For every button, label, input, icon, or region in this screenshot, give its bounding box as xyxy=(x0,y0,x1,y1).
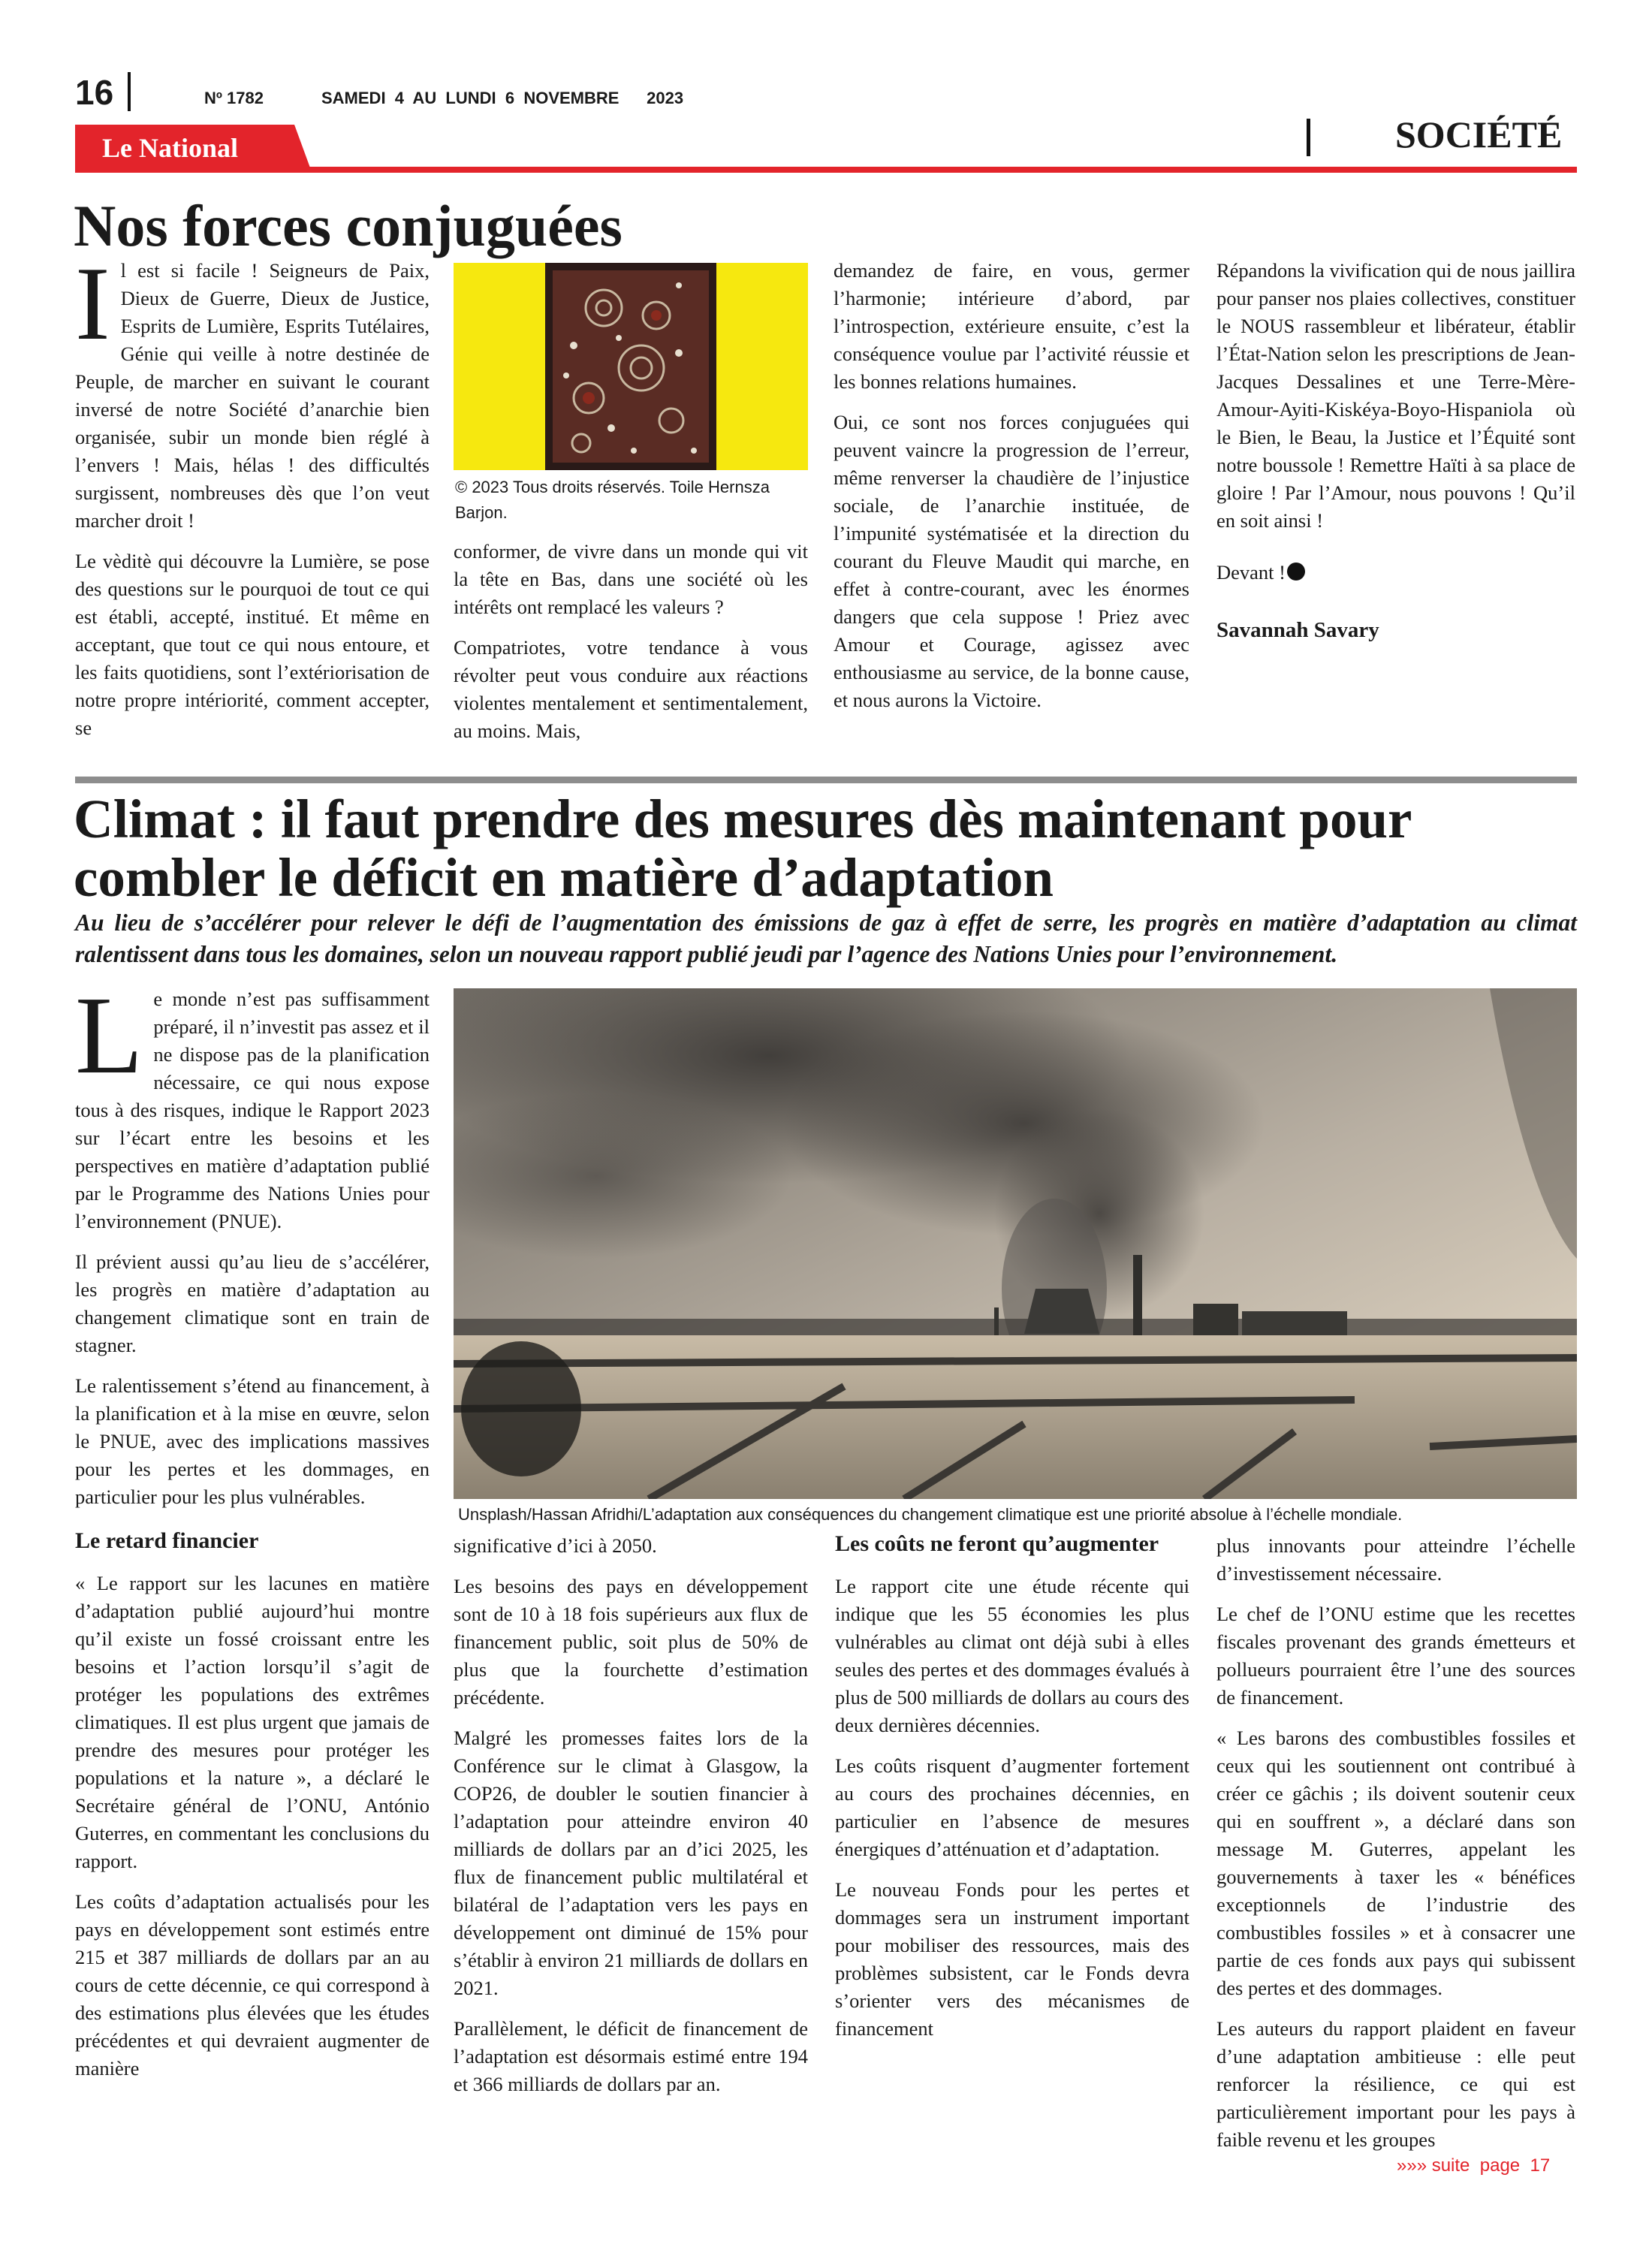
article2-col4 xyxy=(1216,1532,1575,2167)
paragraph: conformer, de vivre dans un monde qui vit la tête en Bas, dans une société où les intérêts ont remplacé les valeurs ? xyxy=(454,540,808,618)
paragraph: significative d’ici à 2050. xyxy=(454,1534,657,1557)
paragraph: Parallèlement, le déficit de financement de l’adaptation est désormais estimé entre 194 et 366 milliards de dollars par an. xyxy=(454,2017,808,2095)
header-red-rule xyxy=(75,167,1577,173)
paragraph: « Le rapport sur les lacunes en matière d’adaptation publié aujourd’hui montre qu’il existe un fossé croissant entre les besoins et l’action lorsqu’il s’agit de protéger les populations des extrêmes climatiques. Il est plus urgent que jamais de prendre des mesures pour protéger les populations et la nature », a déclaré le Secrétaire général de l’ONU, António Guterres, en commentant les conclusions du rapport. xyxy=(75,1572,430,1872)
article1-col3 xyxy=(834,257,1189,727)
paragraph: Oui, ce sont nos forces conjuguées qui peuvent vaincre la progression de l’erreur, même renverser la chaudière de l’injustice sociale, de l’anarchie instituée, de l’impunité systématisée et la direction du courant du Fleuve Maudit qui marche, en effet à contre-courant, avec les énormes dangers que cela suppose ! Priez avec Amour et Courage, agissez avec enthousiasme au service, de la bonne cause, et nous aurons la Victoire. xyxy=(834,411,1189,711)
issue-number: Nº 1782 xyxy=(204,89,264,107)
subhead-retard-financier: Le retard financier xyxy=(75,1528,259,1553)
article1-col2 xyxy=(454,538,808,758)
paragraph: Il prévient aussi qu’au lieu de s’accélérer, les progrès en matière d’adaptation au changement climatique sont en train de stagner. xyxy=(75,1250,430,1356)
paragraph: e monde n’est pas suffisamment préparé, il n’investit pas assez et il ne dispose pas de la planification nécessaire, ce qui nous expose tous à des risques, indique le Rapport 2023 sur l’écart entre les besoins et les perspectives en matière d’adaptation publié par le Programme des Nations Unies pour l’environnement (PNUE). xyxy=(75,988,430,1232)
paragraph: Malgré les promesses faites lors de la Conférence sur le climat à Glasgow, la COP26, de doubler le soutien financier à l’adaptation pour atteindre environ 40 milliards de dollars par an d’ici 2025, les flux de financement public multilatéral et bilatéral de l’adaptation vers les pays en développement ont diminué de 15% pour s’établir à environ 21 milliards de dollars en 2021. xyxy=(454,1727,808,1999)
issue-date: SAMEDI 4 AU LUNDI 6 NOVEMBRE 2023 xyxy=(321,89,684,107)
paragraph: Les auteurs du rapport plaident en faveur d’une adaptation ambitieuse : elle peut renforcer la résilience, ce qui est particulièrement important pour les pays à faible revenu et les groupes xyxy=(1216,2017,1575,2151)
article1-col1 xyxy=(75,246,430,755)
power-plant-photo xyxy=(454,988,1577,1499)
continued-link[interactable]: »»» suite page 17 xyxy=(1397,2155,1551,2176)
paragraph: Répandons la vivification qui de nous jaillira pour panser nos plaies collectives, constituer le NOUS rassembleur et libérateur, établir l’État-Nation selon les prescriptions de Jean-Jacques Dessalines et une Terre-Mère-Amour-Ayiti-Kiskéya-Boyo-Hispaniola où le Bien, le Beau, la Justice et l’Équité sont notre boussole ! Remettre Haïti à sa place de gloire ! Par l’Amour, nous pouvons ! Qu’il en soit ainsi ! xyxy=(1216,259,1575,532)
article2-col1 xyxy=(75,974,430,2095)
paragraph: Le vèditè qui découvre la Lumière, se pose des questions sur le pourquoi de tout ce qui est établi, accepté, institué. Et même en acceptant, que tout ce qui nous entoure, et les faits quotidiens, sont l’extériorisation de notre propre intériorité, comment accepter, se xyxy=(75,550,430,739)
paragraph: plus innovants pour atteindre l’échelle d’investissement nécessaire. xyxy=(1216,1534,1575,1585)
closing-line xyxy=(1216,559,1575,587)
paragraph: Les coûts d’adaptation actualisés pour les pays en développement sont estimés entre 215 et 387 milliards de dollars par an au cours de cette décennie, ce qui correspond à des estimations plus élevées que les études précédentes et qui devraient augmenter de manière xyxy=(75,1890,430,2080)
paragraph: Les besoins des pays en développement sont de 10 à 18 fois supérieurs aux flux de financement public, soit plus de 50% de plus que la fourchette d’estimation précédente. xyxy=(454,1575,808,1709)
page-number: 16 xyxy=(75,73,114,112)
article2-title-line1: Climat : il faut prendre des mesures dès maintenant pour xyxy=(74,789,1412,849)
paragraph: l est si facile ! Seigneurs de Paix, Dieux de Guerre, Dieux de Justice, Esprits de Lumière, Esprits Tutélaires, Génie qui veille à notre destinée de Peuple, de marcher en suivant le courant inversé de notre Société d’anarchie bien organisée, subir un monde bien réglé à l’envers ! Mais, hélas ! des difficultés surgissent, nombreuses dès que l’on veut marcher droit ! xyxy=(75,259,430,532)
drop-cap: I xyxy=(75,246,110,362)
article-separator xyxy=(75,777,1577,783)
paragraph: Compatriotes, votre tendance à vous révolter peut vous conduire aux réactions violentes mentalement et sentimentalement, au moins. Mais, xyxy=(454,636,808,742)
photo-caption: Unsplash/Hassan Afridhi/L’adaptation aux conséquences du changement climatique est une priorité absolue à l’échelle mondiale. xyxy=(458,1505,1403,1524)
end-mark-icon xyxy=(1287,562,1305,581)
article1-title: Nos forces conjuguées xyxy=(74,193,623,258)
brand-name: Le National xyxy=(102,133,239,163)
article2-deck: Au lieu de s’accélérer pour relever le défi de l’augmentation des émissions de gaz à effet de serre, les progrès en matière d’adaptation au climat ralentissent dans tous les domaines, selon un nouveau rapport publié jeudi par l’agence des Nations Unies pour l’environnement. xyxy=(75,909,1577,967)
paragraph: Le ralentissement s’étend au financement, à la planification et à la mise en œuvre, selon le PNUE, avec des implications massives pour les pertes et les dommages, en particulier pour les plus vulnérables. xyxy=(75,1374,430,1508)
paragraph: Le chef de l’ONU estime que les recettes fiscales provenant des grands émetteurs et pollueurs pourraient être l’une des sources de financement. xyxy=(1216,1603,1575,1709)
author-byline: Savannah Savary xyxy=(1216,618,1379,642)
paragraph: demandez de faire, en vous, germer l’harmonie; intérieure d’abord, par l’introspection, extérieure ensuite, c’est la conséquence voulue par l’activité réussie et les bonnes relations humaines. xyxy=(834,259,1189,393)
section-divider xyxy=(1307,119,1310,156)
closing-text: Devant ! xyxy=(1216,561,1286,584)
paragraph: Le rapport cite une étude récente qui indique que les 55 économies les plus vulnérables au climat ont déjà subi à elles seules des pertes et des dommages évalués à plus de 500 milliards de dollars au cours des deux dernières décennies. xyxy=(835,1575,1189,1736)
article2-col2 xyxy=(454,1532,808,2111)
article1-col4 xyxy=(1216,257,1575,657)
article2-title-line2: combler le déficit en matière d’adaptation xyxy=(74,847,1054,908)
paragraph: Le nouveau Fonds pour les pertes et dommages sera un instrument important pour mobiliser des ressources, mais des problèmes subsistent, car le Fonds devra s’orienter vers des mécanismes de financement xyxy=(835,1878,1189,2040)
drop-cap: L xyxy=(75,974,143,1097)
section-label: SOCIÉTÉ xyxy=(1395,113,1563,155)
paragraph: Les coûts risquent d’augmenter fortement au cours des prochaines décennies, en particulier en l’absence de mesures énergiques d’atténuation et d’adaptation. xyxy=(835,1754,1189,1860)
artwork-image xyxy=(454,263,808,470)
artwork-caption: © 2023 Tous droits réservés. Toile Hernsza Barjon. xyxy=(455,478,770,522)
article2-col3 xyxy=(835,1528,1189,2055)
page-number-divider xyxy=(128,72,131,111)
paragraph: « Les barons des combustibles fossiles et ceux qui les soutiennent ont contribué à créer ce gâchis ; ils doivent soutenir ceux qui en souffrent », a déclaré dans son message M. Guterres, appelant les gouvernements à taxer les « bénéfices exceptionnels de l’industrie des combustibles fossiles » et à consacrer une partie de ces fonds aux pays qui subissent des pertes et des dommages. xyxy=(1216,1727,1575,1999)
subhead-couts: Les coûts ne feront qu’augmenter xyxy=(835,1531,1159,1556)
